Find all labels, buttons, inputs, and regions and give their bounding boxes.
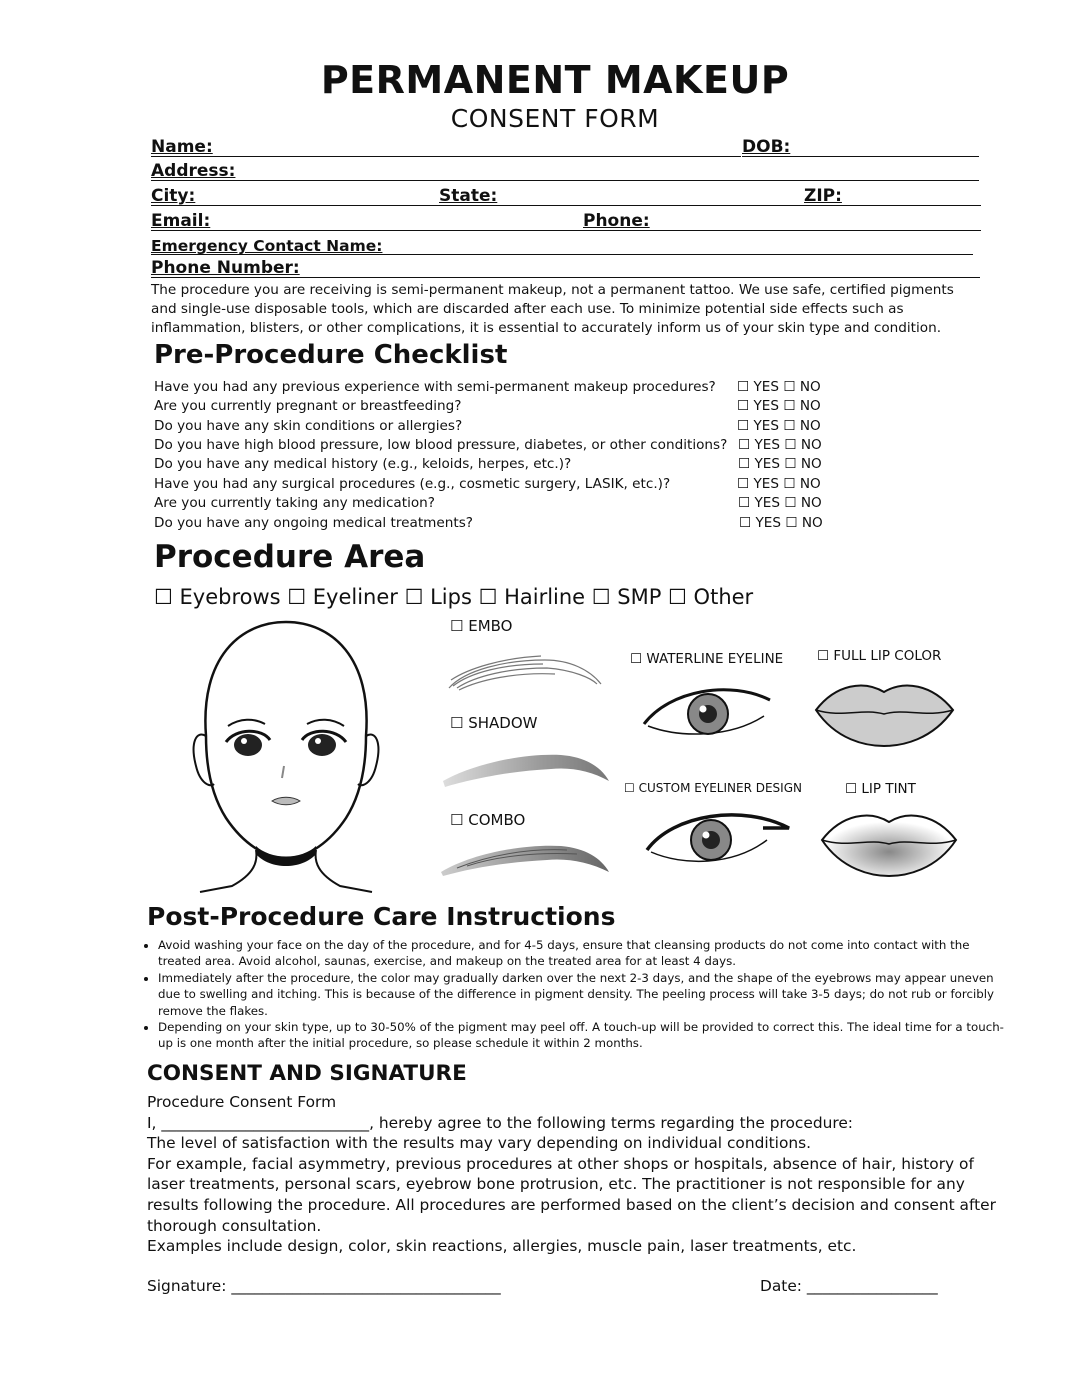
embo-option[interactable]: ☐ EMBO: [450, 617, 513, 635]
state-label: State:: [439, 186, 498, 206]
no-checkbox-1[interactable]: ☐ NO: [783, 379, 821, 395]
care-item-3: • Depending on your skin type, up to 30-50% of the pigment may peel off. A touch-up will be provided to correct this. The ideal time for a touch-up is one month after the initial procedure, so please schedule it within 2 months.: [158, 1019, 1010, 1052]
lip-tint-illustration: [818, 808, 960, 878]
shadow-option[interactable]: ☐ SHADOW: [450, 714, 538, 732]
state-field[interactable]: [439, 183, 804, 206]
dob-field[interactable]: [742, 134, 979, 157]
yes-checkbox-2[interactable]: ☐ YES: [737, 398, 780, 414]
consent-agreement-line[interactable]: I, ___________________________, hereby agree to the following terms regarding the procedure:: [147, 1113, 853, 1132]
emergency-contact-label: Emergency Contact Name:: [151, 237, 383, 255]
question-7: Are you currently taking any medication?: [154, 495, 436, 511]
phone-number-field[interactable]: [151, 255, 980, 278]
waterline-eyeline-option[interactable]: ☐ WATERLINE EYELINE: [630, 651, 784, 667]
city-field[interactable]: [151, 183, 439, 206]
yes-checkbox-6[interactable]: ☐ YES: [737, 476, 780, 492]
no-checkbox-6[interactable]: ☐ NO: [783, 476, 821, 492]
yes-checkbox-8[interactable]: ☐ YES: [739, 515, 782, 531]
zip-label: ZIP:: [804, 186, 842, 206]
intro-text: The procedure you are receiving is semi-permanent makeup, not a permanent tattoo. We use safe, certified pigments and single-use disposable tools, which are discarded after each use. To minimize potential side effects such as inflammation, blisters, or other complications, it is essential to accurately inform us of your skin type and condition.: [151, 282, 954, 336]
no-checkbox-7[interactable]: ☐ NO: [784, 495, 822, 511]
signature-line[interactable]: Signature: ___________________________________: [147, 1277, 501, 1295]
question-5: Do you have any medical history (e.g., keloids, herpes, etc.)?: [154, 456, 572, 472]
head-illustration: [170, 618, 400, 893]
date-line[interactable]: Date: _________________: [760, 1277, 938, 1295]
full-lip-illustration: [812, 678, 957, 748]
question-3: Do you have any skin conditions or allergies?: [154, 418, 463, 434]
phone-field[interactable]: [583, 208, 981, 231]
checklist-heading: Pre-Procedure Checklist: [154, 340, 508, 370]
address-label: Address:: [151, 161, 236, 181]
yes-checkbox-5[interactable]: ☐ YES: [738, 456, 781, 472]
lip-tint-option[interactable]: ☐ LIP TINT: [845, 781, 916, 797]
care-heading: Post-Procedure Care Instructions: [147, 902, 616, 931]
question-2: Are you currently pregnant or breastfeeding?: [154, 398, 462, 414]
consent-examples-list: Examples include design, color, skin reactions, allergies, muscle pain, laser treatments, etc.: [147, 1237, 857, 1256]
waterline-eye-illustration: [640, 680, 775, 742]
yes-checkbox-1[interactable]: ☐ YES: [737, 379, 780, 395]
custom-eyeliner-eye-illustration: [643, 806, 793, 868]
care-item-2: • Immediately after the procedure, the color may gradually darken over the next 2-3 days, and the shape of the eyebrows may appear uneven due to swelling and itching. This is because of the difference in pigment density. The peeling process will take 3-5 days; do not rub or forcibly remove the flakes.: [158, 970, 1010, 1019]
email-label: Email:: [151, 211, 211, 231]
care-item-1: • Avoid washing your face on the day of the procedure, and for 4-5 days, ensure that cleansing products do not come into contact with the treated area. Avoid alcohol, saunas, exercise, and makeup on the treated area for at least 4 days.: [158, 937, 1010, 970]
consent-body: [147, 1092, 1007, 1257]
no-checkbox-5[interactable]: ☐ NO: [784, 456, 822, 472]
procedure-area-heading: Procedure Area: [154, 539, 426, 575]
full-lip-color-option[interactable]: ☐ FULL LIP COLOR: [817, 648, 942, 664]
dob-label: DOB:: [742, 137, 791, 157]
city-label: City:: [151, 186, 196, 206]
name-label: Name:: [151, 137, 213, 157]
embo-brow-illustration: [445, 650, 605, 692]
custom-eyeliner-option[interactable]: ☐ CUSTOM EYELINER DESIGN: [624, 781, 802, 795]
question-8: Do you have any ongoing medical treatments?: [154, 515, 474, 531]
procedure-area-options[interactable]: ☐ Eyebrows ☐ Eyeliner ☐ Lips ☐ Hairline ☐ SMP ☐ Other: [154, 585, 754, 609]
no-checkbox-2[interactable]: ☐ NO: [783, 398, 821, 414]
emergency-contact-field[interactable]: [151, 232, 973, 255]
yes-checkbox-3[interactable]: ☐ YES: [737, 418, 780, 434]
zip-field[interactable]: [804, 183, 981, 206]
consent-subheading: Procedure Consent Form: [147, 1093, 337, 1111]
address-field[interactable]: [151, 158, 979, 181]
consent-satisfaction-text: The level of satisfaction with the results may vary depending on individual conditions.: [147, 1134, 812, 1153]
question-6: Have you had any surgical procedures (e.g., cosmetic surgery, LASIK, etc.)?: [154, 476, 671, 492]
question-4: Do you have high blood pressure, low blood pressure, diabetes, or other conditions?: [154, 437, 728, 453]
yes-checkbox-7[interactable]: ☐ YES: [738, 495, 781, 511]
email-field[interactable]: [151, 208, 583, 231]
consent-heading: CONSENT AND SIGNATURE: [147, 1061, 467, 1086]
form-title: PERMANENT MAKEUP: [320, 58, 790, 102]
care-instructions: [145, 937, 1010, 1052]
phone-number-label: Phone Number:: [151, 258, 300, 278]
no-checkbox-8[interactable]: ☐ NO: [785, 515, 823, 531]
phone-label: Phone:: [583, 211, 650, 231]
consent-examples-text: For example, facial asymmetry, previous procedures at other shops or hospitals, absence of hair, history of laser treatments, personal scars, eyebrow bone protrusion, etc. The practitioner is not responsible for any results following the procedure. All procedures are performed based on the client’s decision and consent after thorough consultation.: [147, 1154, 996, 1235]
no-checkbox-3[interactable]: ☐ NO: [783, 418, 821, 434]
combo-option[interactable]: ☐ COMBO: [450, 811, 526, 829]
combo-brow-illustration: [437, 838, 612, 878]
question-1: Have you had any previous experience with semi-permanent makeup procedures?: [154, 379, 716, 395]
name-field[interactable]: [151, 134, 741, 157]
no-checkbox-4[interactable]: ☐ NO: [784, 437, 822, 453]
form-subtitle: CONSENT FORM: [450, 104, 660, 133]
shadow-brow-illustration: [441, 745, 611, 789]
yes-checkbox-4[interactable]: ☐ YES: [738, 437, 781, 453]
